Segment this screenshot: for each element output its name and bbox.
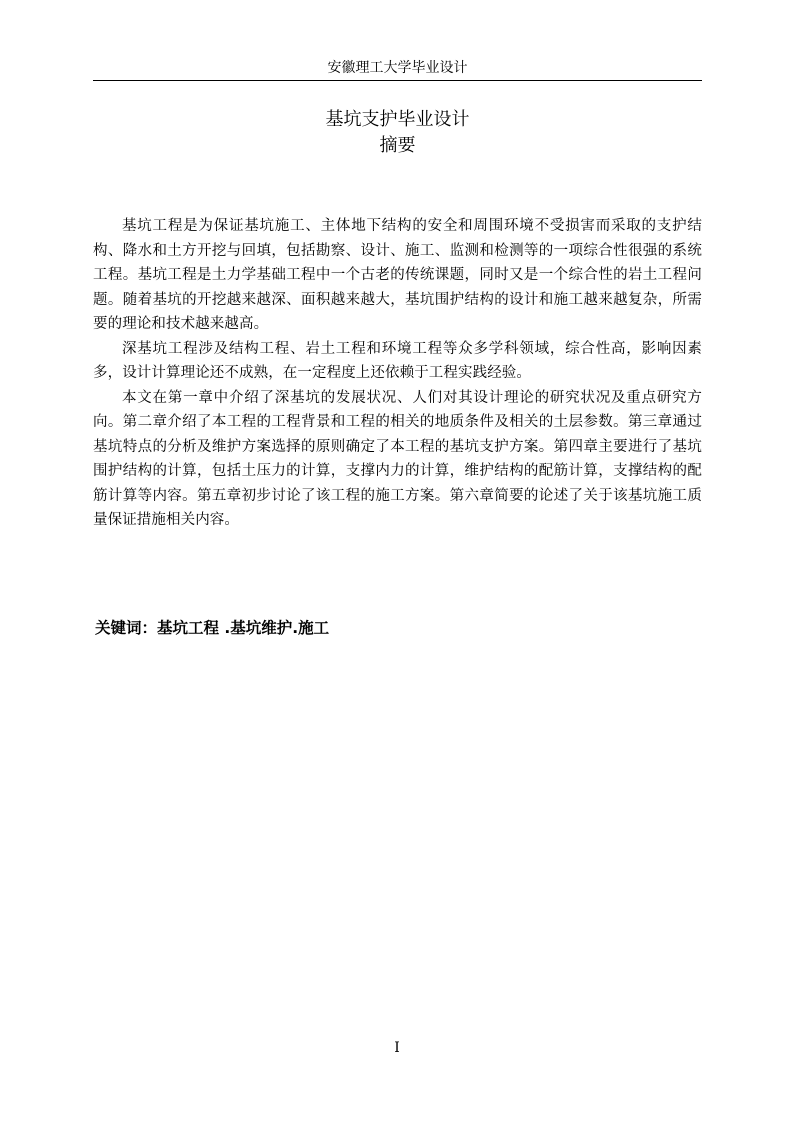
keywords-line: 关键词：基坑工程 .基坑维护.施工 [95,619,330,637]
header-school-name: 安徽理工大学毕业设计 [327,60,468,76]
abstract-heading: 摘要 [379,135,416,156]
abstract-paragraph-3: 本文在第一章中介绍了深基坑的发展状况、人们对其设计理论的研究状况及重点研究方向。第二章介绍了本工程的工程背景和工程的相关的地质条件及相关的土层参数。第三章通过基坑特点的分析及维护方案选择的原则确定了本工程的基坑支护方案。第四章主要进行了基坑围护结构的计算，包括土压力的计算，支撑内力的计算，维护结构的配筋计算，支撑结构的配筋计算等内容。第五章初步讨论了该工程的施工方案。第六章简要的论述了关于该基坑施工质量保证措施相关内容。 [93,389,702,528]
abstract-body [93,214,702,533]
document-title: 基坑支护毕业设计 [325,109,470,130]
abstract-paragraph-1: 基坑工程是为保证基坑施工、主体地下结构的安全和周围环境不受损害而采取的支护结构、降水和土方开挖与回填，包括勘察、设计、施工、监测和检测等的一项综合性很强的系统工程。基坑工程是土力学基础工程中一个古老的传统课题，同时又是一个综合性的岩土工程问题。随着基坑的开挖越来越深、面积越来越大，基坑围护结构的设计和施工越来越复杂，所需要的理论和技术越来越高。 [93,218,702,332]
abstract-paragraph-2: 深基坑工程涉及结构工程、岩土工程和环境工程等众多学科领域，综合性高，影响因素多，设计计算理论还不成熟，在一定程度上还依赖于工程实践经验。 [93,340,702,381]
page-header [93,60,702,81]
page-number: I [394,1040,400,1056]
